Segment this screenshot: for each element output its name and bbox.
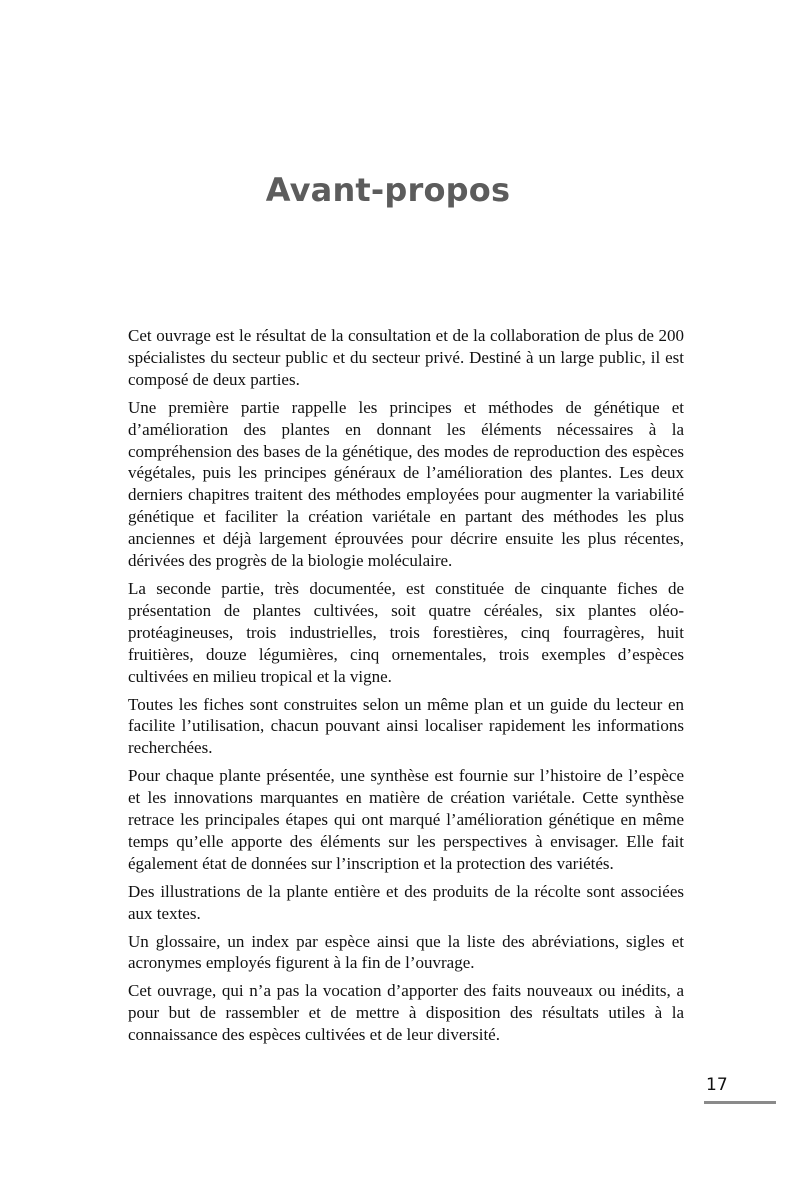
page-title: Avant-propos — [265, 171, 511, 210]
page-number-rule — [704, 1101, 776, 1104]
body-text — [128, 325, 684, 1052]
paragraph: Pour chaque plante présentée, une synthèse est fournie sur l’histoire de l’espèce et les innovations marquantes en matière de création variétale. Cette synthèse retrace les principales étapes qui ont marqué l’amélioration génétique en même temps qu’elle apporte des éléments sur les perspectives à envisager. Elle fait également état de données sur l’inscription et la protection des variétés. — [128, 766, 684, 873]
paragraph: Cet ouvrage, qui n’a pas la vocation d’apporter des faits nouveaux ou inédits, a pour but de rassembler et de mettre à disposition des résultats utiles à la connaissance des espèces cultivées et de leur diversité. — [128, 981, 684, 1045]
paragraph: Toutes les fiches sont construites selon un même plan et un guide du lecteur en facilite l’utilisation, chacun pouvant ainsi localiser rapidement les informations recherchées. — [128, 694, 684, 758]
paragraph: Des illustrations de la plante entière et des produits de la récolte sont associées aux textes. — [128, 881, 684, 923]
paragraph: Une première partie rappelle les principes et méthodes de génétique et d’amélioration des plantes en donnant les éléments nécessaires à la compréhension des bases de la génétique, des modes de reproduction des espèces végétales, puis les principes généraux de l’amélioration des plantes. Les deux derniers chapitres traitent des méthodes employées pour augmenter la variabilité génétique et faciliter la création variétale en partant des méthodes les plus anciennes et déjà largement éprouvées pour décrire ensuite les plus récentes, dérivées des progrès de la biologie moléculaire. — [128, 397, 684, 571]
paragraph: Cet ouvrage est le résultat de la consultation et de la collaboration de plus de 200 spécialistes du secteur public et du secteur privé. Destiné à un large public, il est composé de deux parties. — [128, 326, 684, 389]
page-number: 17 — [706, 1075, 728, 1095]
paragraph: La seconde partie, très documentée, est constituée de cinquante fiches de présentation de plantes cultivées, soit quatre céréales, six plantes oléo-protéagineuses, trois industrielles, trois forestières, cinq fourragères, huit fruitières, douze légumières, cinq ornementales, trois exemples d’espèces cultivées en milieu tropical et la vigne. — [128, 578, 684, 686]
paragraph: Un glossaire, un index par espèce ainsi que la liste des abréviations, sigles et acronymes employés figurent à la fin de l’ouvrage. — [128, 931, 684, 973]
